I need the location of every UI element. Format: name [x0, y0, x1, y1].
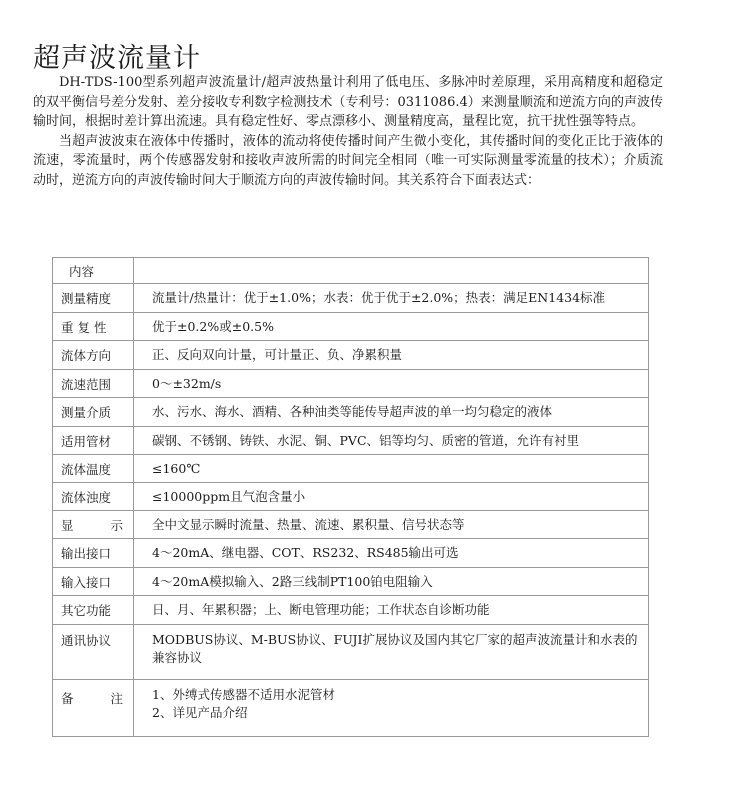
table-row [53, 483, 649, 511]
row-key-part: 备 [61, 691, 74, 706]
row-value: 日、月、年累积器；上、断电管理功能；工作状态自诊断功能 [134, 596, 649, 625]
row-key: 其它功能 [53, 596, 134, 625]
note-line: 1、外缚式传感器不适用水泥管材 [152, 687, 335, 702]
notes-value [134, 680, 649, 737]
row-key-part: 注 [110, 691, 123, 706]
row-value: 正、反向双向计量，可计量正、负、净累积量 [134, 341, 649, 370]
row-key: 流速范围 [53, 370, 134, 398]
table-row [53, 341, 649, 370]
row-key: 输入接口 [53, 568, 134, 596]
row-key: 适用管材 [53, 427, 134, 455]
row-key: 流体浊度 [53, 483, 134, 511]
table-row-notes [53, 680, 649, 737]
table-row [53, 596, 649, 625]
row-value: ≤10000ppm且气泡含量小 [134, 483, 649, 511]
page-title: 超声波流量计 [33, 43, 201, 74]
table-header-key: 内容 [53, 258, 134, 284]
row-key: 重 复 性 [53, 313, 134, 341]
row-value: 碳钢、不锈钢、铸铁、水泥、铜、PVC、铝等均匀、质密的管道，允许有衬里 [134, 427, 649, 455]
table-row [53, 455, 649, 483]
row-key: 流体温度 [53, 455, 134, 483]
table-row [53, 370, 649, 398]
intro-paragraph: DH-TDS-100型系列超声波流量计/超声波热量计利用了低电压、多脉冲时差原理，采用高精度和超稳定的双平衡信号差分发射、差分接收专利数字检测技术（专利号：0311086.4）来测量顺流和逆流方向的声波传输时间，根据时差计算出流速。具有稳定性好、零点漂移小、测量精度高，量程比宽，抗干扰性强等特点。 [33, 75, 663, 129]
table-row [53, 427, 649, 455]
table-row [53, 511, 649, 539]
table-row [53, 284, 649, 313]
table-row [53, 398, 649, 427]
table-row [53, 625, 649, 680]
row-value: ≤160℃ [134, 455, 649, 483]
row-key [53, 511, 134, 539]
row-value: 水、污水、海水、酒精、各种油类等能传导超声波的单一均匀稳定的液体 [134, 398, 649, 427]
row-key: 输出接口 [53, 539, 134, 568]
row-key: 测量精度 [53, 284, 134, 313]
row-key: 测量介质 [53, 398, 134, 427]
row-key: 流体方向 [53, 341, 134, 370]
row-value: 全中文显示瞬时流量、热量、流速、累积量、信号状态等 [134, 511, 649, 539]
intro-text [33, 73, 663, 190]
table-row [53, 539, 649, 568]
row-key-part: 显 [61, 517, 74, 533]
table-row [53, 568, 649, 596]
row-key-part: 示 [110, 517, 123, 533]
row-value: 0～±32m/s [134, 370, 649, 398]
spec-table [52, 257, 649, 737]
row-key: 通讯协议 [53, 625, 134, 680]
row-value: 4～20mA、继电器、COT、RS232、RS485输出可选 [134, 539, 649, 568]
row-value: 流量计/热量计：优于±1.0%；水表：优于优于±2.0%；热表：满足EN1434标准 [134, 284, 649, 313]
table-header-value [134, 258, 649, 284]
row-value: 4～20mA模拟输入、2路三线制PT100铂电阻输入 [134, 568, 649, 596]
intro-paragraph: 当超声波波束在液体中传播时，液体的流动将使传播时间产生微小变化，其传播时间的变化正比于液体的流速，零流量时，两个传感器发射和接收声波所需的时间完全相同（唯一可实际测量零流量的技术）；介质流动时，逆流方向的声波传输时间大于顺流方向的声波传输时间。其关系符合下面表达式： [33, 133, 663, 188]
row-value: 优于±0.2%或±0.5% [134, 313, 649, 341]
table-header-row [53, 258, 649, 284]
row-key [53, 680, 134, 737]
note-line: 2、详见产品介绍 [152, 705, 248, 720]
row-value: MODBUS协议、M-BUS协议、FUJI扩展协议及国内其它厂家的超声波流量计和水表的兼容协议 [134, 625, 649, 680]
table-row [53, 313, 649, 341]
